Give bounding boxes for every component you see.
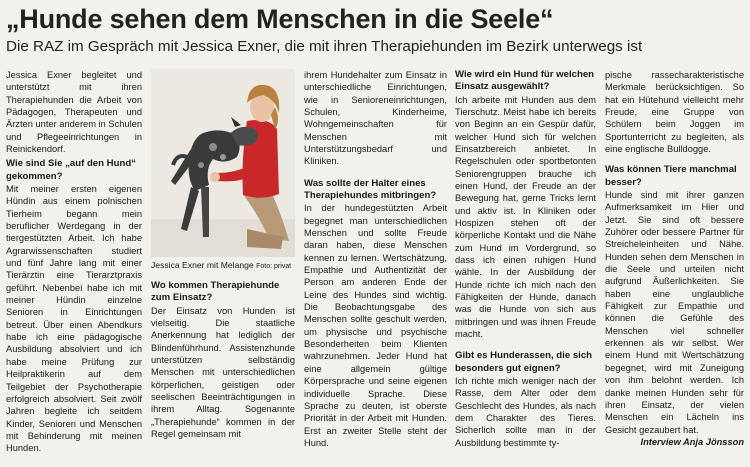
answer-paragraph: Mit meiner ersten eigenen Hündin aus einem polnischen Tierheim begann mein beruflicher Werdegang in der tiergestützten Arbeit. Ich habe Agrarwissenschaften studiert und fünf Jahre lang mit einer Tierärztin eine Tierarztpraxis geführt. Nebenbei habe ich mit meiner Hündin einzelne Senioren in Einrichtungen betreut. Über einen Abendkurs habe ich eine pädagogische Ausbildung absolviert und ich habe meine Prüfung zur Heilpraktikerin auf dem Teilgebiet der Psychotherapie erfolgreich absolviert. Seit zwölf Jahren begleite ich seitdem Kinder, Senioren und Menschen mit Behinderung mit meinen Hunden. <box>6 184 142 454</box>
answer-paragraph: Ich richte mich weniger nach der Rasse, dem Alter oder dem Geschlecht des Hundes, als nach dem Charakter des Tieres. Sicherlich sollte man in der Ausbildung bestimmte ty- <box>455 376 596 448</box>
question-heading: Wie sind Sie „auf den Hund“ gekommen? <box>6 158 136 182</box>
answer-paragraph: ihrem Hundehalter zum Einsatz in unterschiedliche Einrichtungen, wie in Senioreneinrichtungen, Schulen, Kinderheime, Wohngemeinschaften für Menschen mit Unterstützungsbedarf und Kliniken. <box>304 70 447 167</box>
photo <box>151 69 295 257</box>
column-2 <box>151 69 295 467</box>
column-1 <box>6 69 142 467</box>
question-heading: Wie wird ein Hund für welchen Einsatz ausgewählt? <box>455 69 595 93</box>
woman-with-dog-photo-illustration <box>151 69 295 257</box>
answer-paragraph: Hunde sind mit ihrer ganzen Aufmerksamkeit im Hier und Jetzt. Sie sind oft bessere Zuhörer oder bessere Partner für Streicheleinheiten und Nähe. Hunden sehen dem Menschen in die Seele und urteilen nicht aufgrund Äußerlichkeiten. Sie haben eine unglaubliche Fähigkeit zur Empathie und können die Gefühle des Menschen viel schneller erkennen als wir selbst. Wer einem Hund mit Wertschätzung begegnet, wird mit Zuneigung von ihm belohnt werden. Ich danke meinen Hunden sehr für ihren Einsatz, der vielen Menschen ein Lächeln ins Gesicht gezaubert hat. <box>605 190 744 435</box>
answer-paragraph: In der hundegestützten Arbeit begegnet man unterschiedlichen Menschen und sollte Freude daran haben, diese Menschen kennen zu lernen. Wertschätzung, Empathie und Authentizität der Person am anderen Ende der Leine des Hundes sind wichtig. Die Beobachtungsgabe des Menschen sollte geschult werden, um physische und psychische Besonderheiten beim Klienten wahrzunehmen. Jeder Hund hat eine allgemein gültige Körpersprache und seine eigenen individuelle Sprache. Diese Sprache zu deuten, ist oberste Priorität in der Arbeit mit Hunden. Erst an zweiter Stelle steht der Hund. <box>304 203 447 448</box>
photo-caption <box>151 260 295 272</box>
answer-paragraph: pische rassecharakteristische Merkmale berücksichtigen. So hat ein Hütehund vielleicht mehr Freude, eine Gruppe von Schülern beim Joggen im Sportunterricht zu begleiten, als eine englische Bulldogge. <box>605 70 744 155</box>
question-heading: Was sollte der Halter eines Therapiehundes mitbringen? <box>304 177 437 202</box>
intro-paragraph: Jessica Exner begleitet und unterstützt mit ihren Therapiehunden die Arbeit von Pädagogen, Therapeuten und Ärzten unter anderem in Schulen und Pflegeeinrichtungen in Reinickendorf. <box>6 70 142 155</box>
column-3 <box>304 69 447 467</box>
question-heading: Gibt es Hunderassen, die sich besonders gut eignen? <box>455 350 593 374</box>
column-4 <box>455 69 596 467</box>
caption-text: Jessica Exner mit Melange <box>151 260 254 270</box>
headline: „Hunde sehen dem Menschen in die Seele“ <box>6 4 554 34</box>
column-5 <box>605 69 744 467</box>
author-signature: Interview Anja Jönsson <box>640 436 744 447</box>
answer-paragraph: Ich arbeite mit Hunden aus dem Tierschutz. Meist habe ich bereits von Beginn an ein Gespür dafür, welcher Hund sich für welchen Einsatzbereich anbietet. In Regelschulen oder sportbetonten Seniorengruppen brauche ich einen Hund, der Freude an der Bewegung hat, gerne Tricks lernt und aktiv ist. In Kliniken oder Hospizen stehen oft der körperliche Kontakt und die Nähe zum Hund im Vordergrund, so dass ich einen ruhigen Hund wähle. In der Ausbildung der Hunde richte ich mich nach den Fähigkeiten der Hunde, danach was die Hunde von sich aus mitbringen und was ihnen Freude macht. <box>455 94 596 340</box>
photo-credit: Foto: privat <box>256 263 292 270</box>
subheadline: Die RAZ im Gespräch mit Jessica Exner, die mit ihren Therapiehunden im Bezirk unterwegs ist <box>6 38 643 55</box>
answer-paragraph: Der Einsatz von Hunden ist vielseitig. Die staatliche Anerkennung hat lediglich der Blindenführhund. Assistenzhunde unterstützen selbständig Menschen mit unterschiedlichen körperlichen, geistigen oder seelischen Beeinträchtigungen in ihrem Alltag. Sogenannte „Therapiehunde“ kommen in der Regel gemeinsam mit <box>151 305 295 440</box>
question-heading: Was können Tiere manchmal besser? <box>605 164 737 188</box>
question-heading: Wo kommen Therapiehunde zum Einsatz? <box>151 280 280 304</box>
